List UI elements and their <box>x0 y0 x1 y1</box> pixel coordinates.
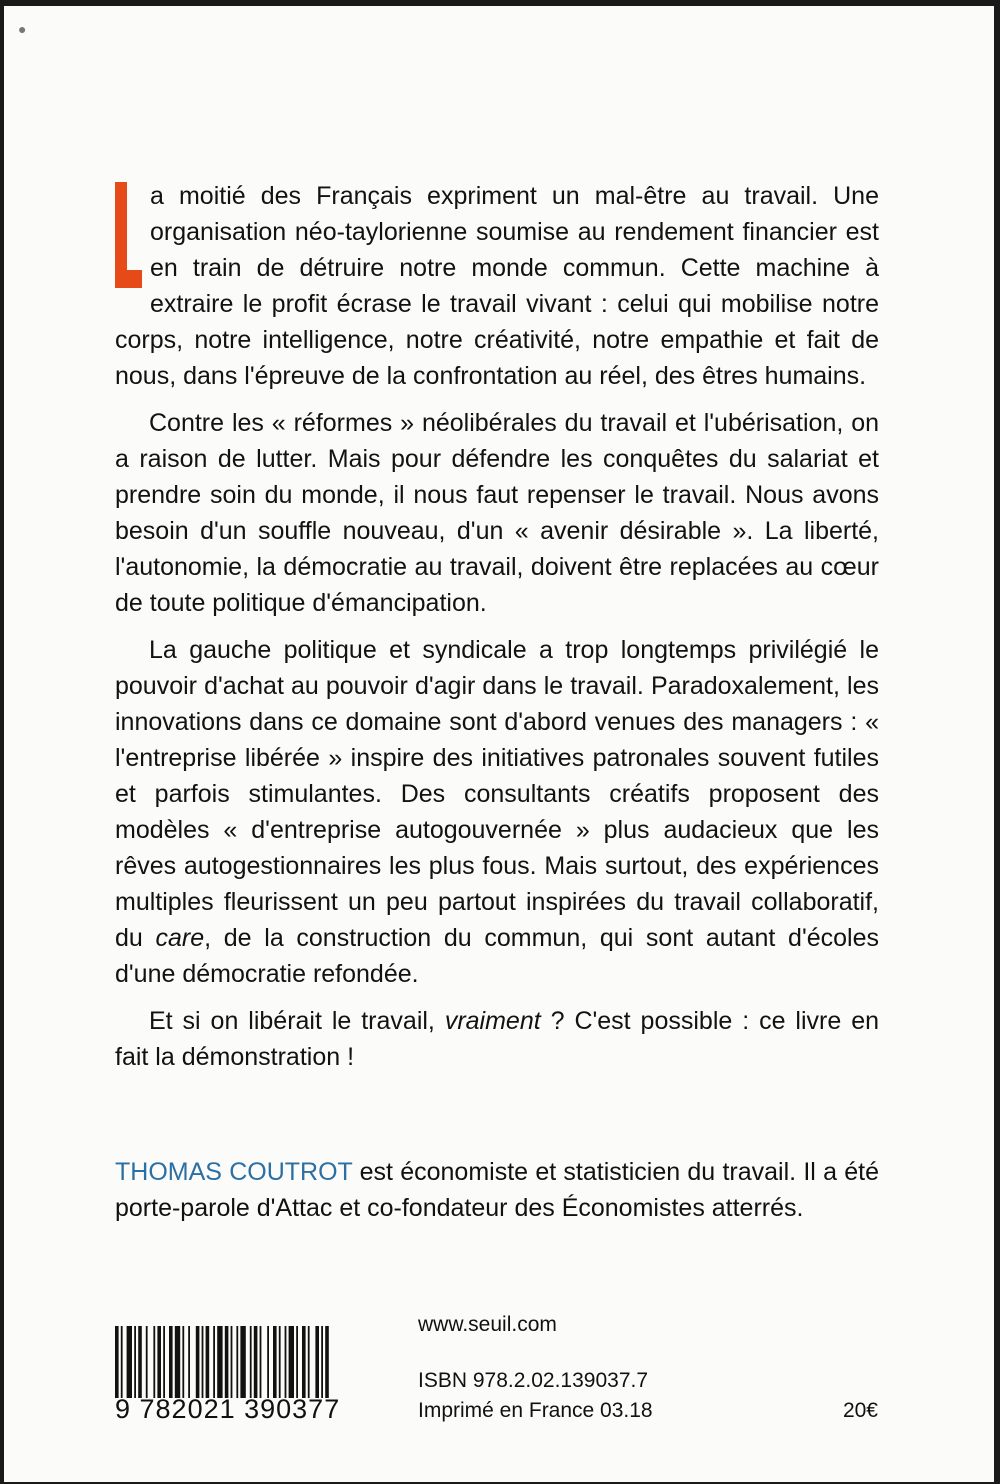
paragraph-1-text: a moitié des Français expriment un mal-être au travail. Une organisation néo-taylorienne soumise au rendement financier est en train de détruire notre monde commun. Cette machine à extraire le profit écrase le travail vivant : celui qui mobilise notre corps, notre intelligence, notre créativité, notre empathie et fait de nous, dans l'épreuve de la confrontation au réel, des êtres humains. <box>115 182 879 390</box>
blurb-paragraph-3 <box>115 632 879 992</box>
barcode-digits: 9 782021 390377 <box>115 1394 341 1424</box>
paragraph-3-text-before: La gauche politique et syndicale a trop longtemps privilégié le pouvoir d'achat au pouvoir d'agir dans le travail. Paradoxalement, les innovations dans ce domaine sont d'abord venues des managers : « l'entreprise libérée » inspire des initiatives patronales souvent futiles et parfois stimulantes. Des consultants créatifs proposent des modèles « d'entreprise autogouvernée » plus audacieux que les rêves autogestionnaires les plus fous. Mais surtout, des expériences multiples fleurissent un peu partout inspirées du travail collaboratif, du <box>115 636 879 952</box>
barcode-bars-icon <box>115 1326 383 1398</box>
blurb-text <box>115 178 879 1086</box>
paragraph-3-text-after: , de la construction du commun, qui sont autant d'écoles d'une démocratie refondée. <box>115 924 879 988</box>
corner-mark-icon: ● <box>18 21 27 37</box>
author-name: THOMAS COUTROT <box>115 1158 353 1186</box>
paragraph-4-text-before: Et si on libérait le travail, <box>149 1007 445 1035</box>
price: 20€ <box>842 1399 878 1422</box>
publisher-url[interactable]: www.seuil.com <box>418 1313 557 1336</box>
author-bio-text: est économiste et statisticien du travail. Il a été porte-parole d'Attac et co-fondateur des Économistes atterrés. <box>115 1158 879 1222</box>
blurb-paragraph-1 <box>115 178 879 394</box>
paragraph-4-italic: vraiment <box>444 1007 541 1035</box>
blurb-paragraph-2: Contre les « réformes » néolibérales du travail et l'ubérisation, on a raison de lutter. Mais pour défendre les conquêtes du salariat et prendre soin du monde, il nous faut repenser le travail. Nous avons besoin d'un souffle nouveau, d'un « avenir désirable ». La liberté, l'autonomie, la démocratie au travail, doivent être replacées au cœur de toute politique d'émancipation. <box>115 409 879 617</box>
blurb-paragraph-4 <box>115 1003 879 1075</box>
isbn-number: ISBN 978.2.02.139037.7 <box>418 1369 649 1392</box>
printed-in: Imprimé en France 03.18 <box>418 1399 653 1422</box>
paragraph-3-italic: care <box>155 924 205 952</box>
dropcap-l-icon <box>115 182 142 288</box>
author-bio <box>115 1154 879 1226</box>
isbn-barcode <box>115 1326 383 1424</box>
paragraph-4-text-after: ? C'est possible : ce livre en fait la démonstration ! <box>115 1007 879 1071</box>
book-back-cover <box>4 6 994 1482</box>
